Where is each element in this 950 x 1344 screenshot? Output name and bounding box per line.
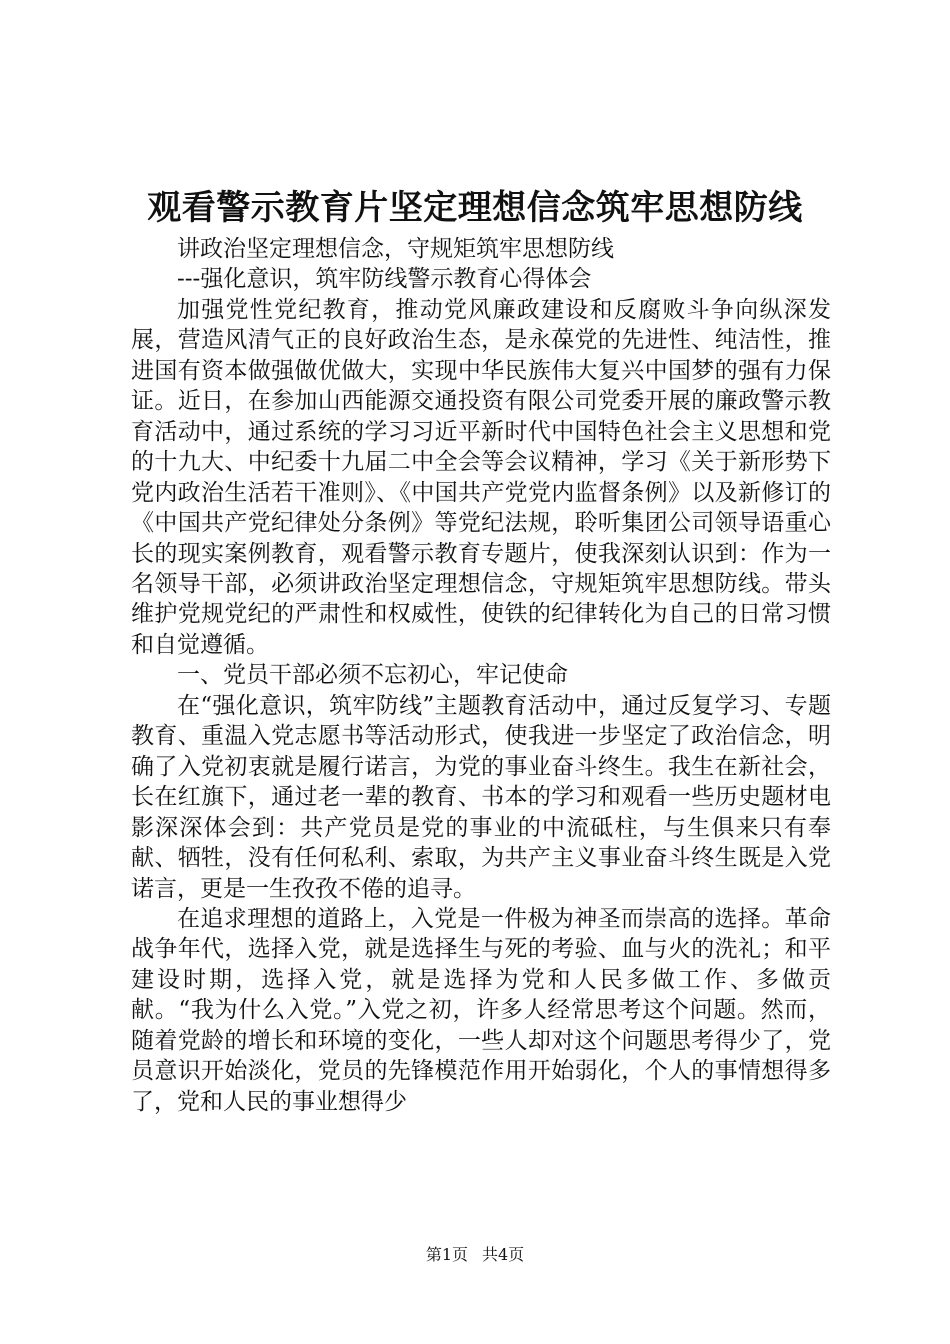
paragraph-section-1: 在“强化意识，筑牢防线”主题教育活动中，通过反复学习、专题教育、重温入党志愿书等活动形式，使我进一步坚定了政治信念，明确了入党初衷就是履行诺言，为党的事业奋斗终生。我生在新社会，长在红旗下，通过老一辈的教育、书本的学习和观看一些历史题材电影深深体会到：共产党员是党的事业的中流砥柱，与生俱来只有奉献、牺牲，没有任何私利、索取，为共产主义事业奋斗终生既是入党诺言，更是一生孜孜不倦的追寻。 [131, 692, 831, 902]
page-footer [0, 1243, 950, 1267]
document-body [131, 234, 831, 1117]
paragraph-intro: 加强党性党纪教育，推动党风廉政建设和反腐败斗争向纵深发展，营造风清气正的良好政治生态，是永葆党的先进性、纯洁性，推进国有资本做强做优做大，实现中华民族伟大复兴中国梦的强有力保证。近日，在参加山西能源交通投资有限公司党委开展的廉政警示教育活动中，通过系统的学习习近平新时代中国特色社会主义思想和党的十九大、中纪委十九届二中全会等会议精神，学习《关于新形势下党内政治生活若干准则》、《中国共产党党内监督条例》以及新修订的《中国共产党纪律处分条例》等党纪法规，聆听集团公司领导语重心长的现实案例教育，观看警示教育专题片，使我深刻认识到：作为一名领导干部，必须讲政治坚定理想信念，守规矩筑牢思想防线。带头维护党规党纪的严肃性和权威性，使铁的纪律转化为自己的日常习惯和自觉遵循。 [131, 296, 831, 658]
paragraph-ideals: 在追求理想的道路上，入党是一件极为神圣而崇高的选择。革命战争年代，选择入党，就是选择生与死的考验、血与火的洗礼；和平建设时期，选择入党，就是选择为党和人民多做工作、多做贡献。“我为什么入党。”入党之初，许多人经常思考这个问题。然而，随着党龄的增长和环境的变化，一些人却对这个问题思考得少了，党员意识开始淡化，党员的先锋模范作用开始弱化，个人的事情想得多了，党和人民的事业想得少 [131, 905, 831, 1115]
section-heading-1: 一、党员干部必须不忘初心，牢记使命 [177, 662, 568, 689]
page-number: 第1页 [425, 1245, 468, 1264]
subtitle-line-2: ---强化意识，筑牢防线警示教育心得体会 [177, 266, 592, 293]
subtitle-line-1: 讲政治坚定理想信念，守规矩筑牢思想防线 [177, 236, 614, 262]
document-title: 观看警示教育片坚定理想信念筑牢思想防线 [147, 188, 803, 228]
page-count: 共4页 [482, 1245, 525, 1264]
